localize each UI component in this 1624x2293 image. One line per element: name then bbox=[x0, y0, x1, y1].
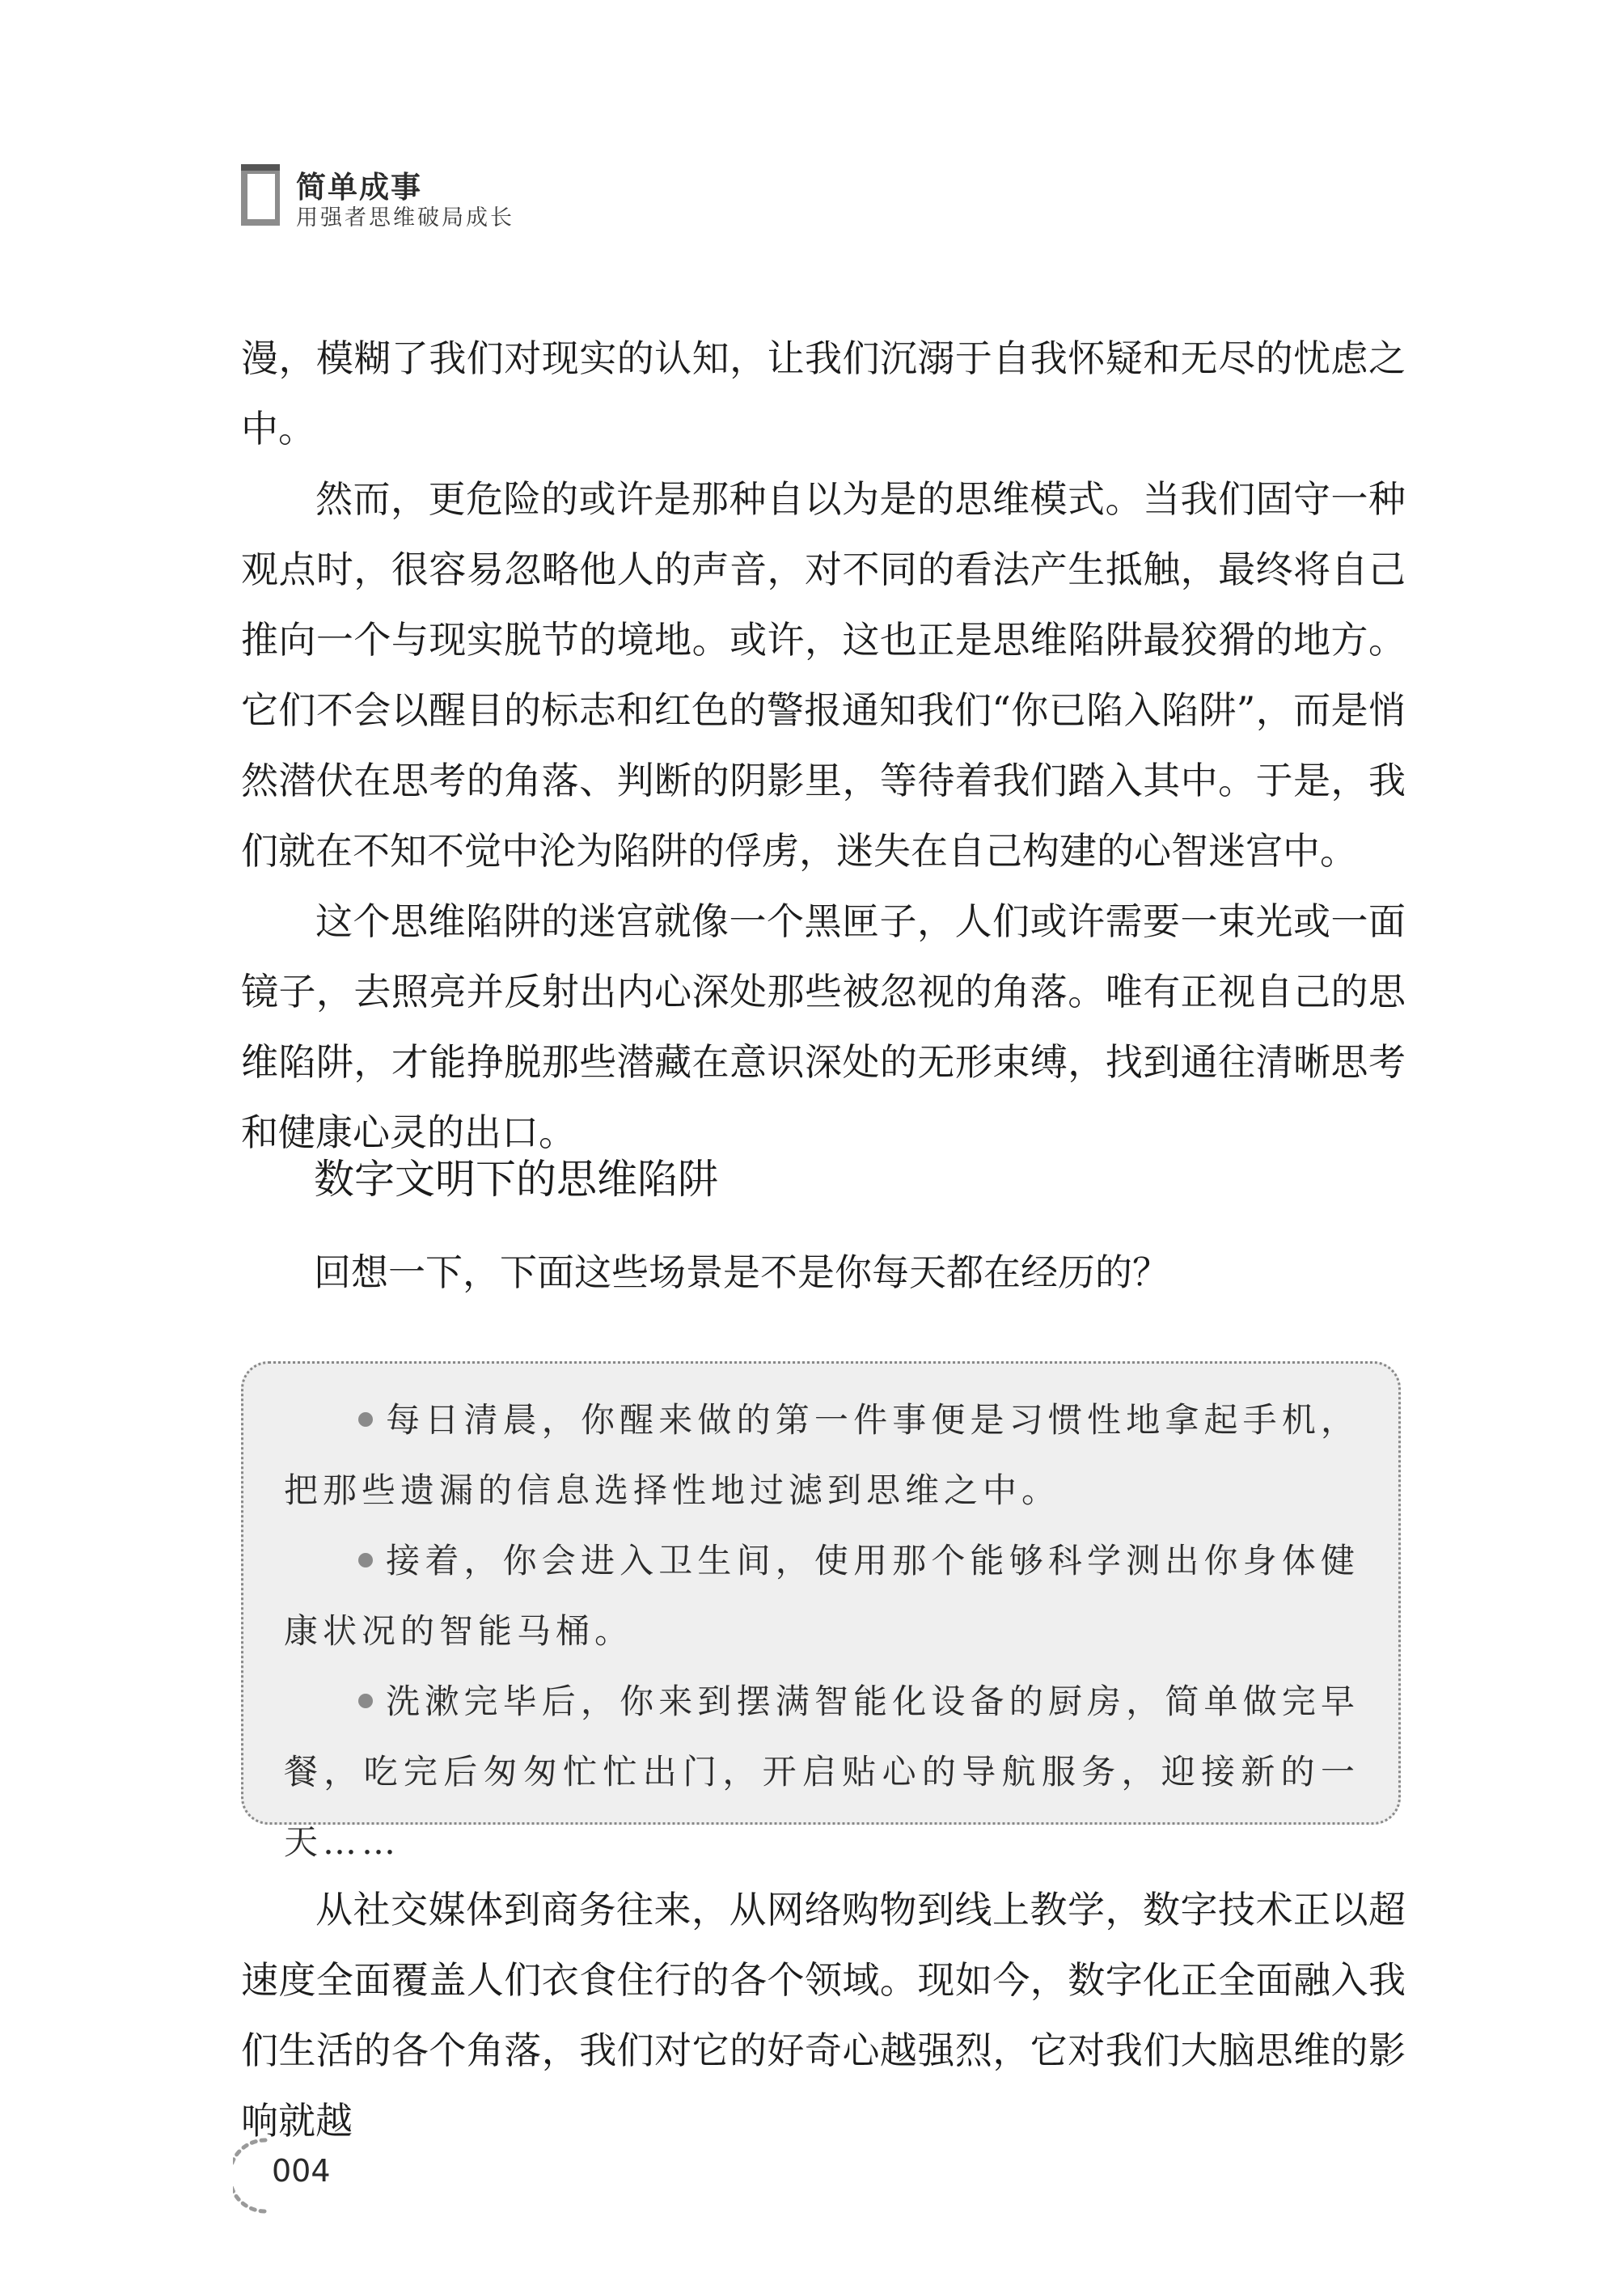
body-text-top bbox=[241, 324, 1406, 1168]
callout-item: 每日清晨，你醒来做的第一件事便是习惯性地拿起手机，把那些遗漏的信息选择性地过滤到思维之中。 bbox=[284, 1400, 1360, 1510]
paragraph: 然而，更危险的或许是那种自以为是的思维模式。当我们固守一种观点时，很容易忽略他人的声音，对不同的看法产生抵触，最终将自己推向一个与现实脱节的境地。或许，这也正是思维陷阱最狡猾的地方。它们不会以醒目的标志和红色的警报通知我们“你已陷入陷阱”，而是悄然潜伏在思考的角落、判断的阴影里，等待着我们踏入其中。于是，我们就在不知不觉中沦为陷阱的俘虏，迷失在自己构建的心智迷宫中。 bbox=[241, 477, 1406, 873]
page-number: 004 bbox=[272, 2153, 331, 2189]
book-logo-icon bbox=[241, 164, 280, 226]
bullet-icon bbox=[358, 1412, 373, 1427]
callout-item: 洗漱完毕后，你来到摆满智能化设备的厨房，简单做完早餐，吃完后匆匆忙忙出门，开启贴心的导航服务，迎接新的一天…… bbox=[284, 1682, 1360, 1862]
question-text: 回想一下，下面这些场景是不是你每天都在经历的？ bbox=[314, 1250, 1169, 1294]
paragraph: 从社交媒体到商务往来，从网络购物到线上教学，数字技术正以超速度全面覆盖人们衣食住行的各个领域。现如今，数字化正全面融入我们生活的各个角落，我们对它的好奇心越强烈，它对我们大脑思维的影响就越 bbox=[241, 1888, 1406, 2143]
bullet-icon bbox=[358, 1694, 373, 1708]
book-subtitle: 用强者思维破局成长 bbox=[296, 205, 514, 231]
bullet-icon bbox=[358, 1553, 373, 1567]
book-title: 简单成事 bbox=[296, 170, 422, 205]
callout-item: 接着，你会进入卫生间，使用那个能够科学测出你身体健康状况的智能马桶。 bbox=[284, 1541, 1360, 1651]
dotted-arc-icon bbox=[233, 2135, 270, 2216]
paragraph: 漫，模糊了我们对现实的认知，让我们沉溺于自我怀疑和无尽的忧虑之中。 bbox=[241, 336, 1406, 451]
section-heading: 数字文明下的思维陷阱 bbox=[314, 1156, 718, 1203]
scenario-callout-box bbox=[241, 1361, 1401, 1862]
page-footer bbox=[233, 2135, 331, 2216]
paragraph: 这个思维陷阱的迷宫就像一个黑匣子，人们或许需要一束光或一面镜子，去照亮并反射出内心深处那些被忽视的角落。唯有正视自己的思维陷阱，才能挣脱那些潜藏在意识深处的无形束缚，找到通往清晰思考和健康心灵的出口。 bbox=[241, 899, 1406, 1154]
body-text-bottom bbox=[241, 1875, 1406, 2156]
